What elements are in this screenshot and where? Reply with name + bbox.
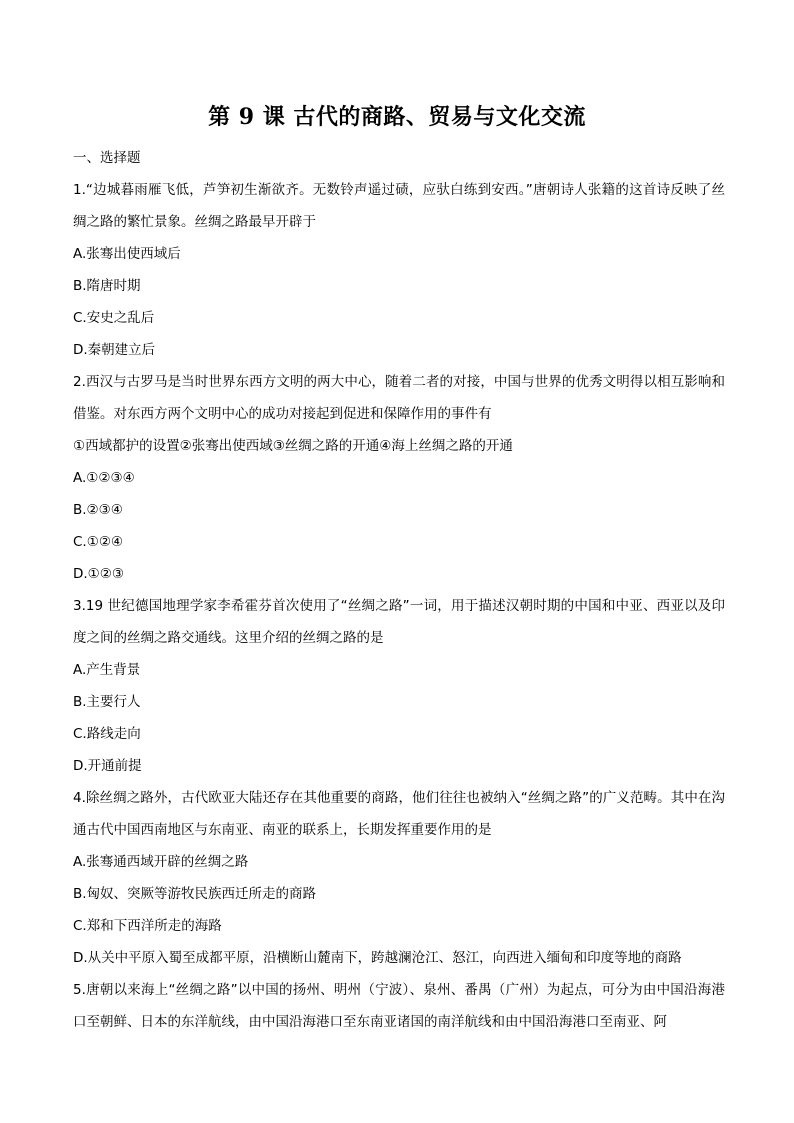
question-4-option-b: B.匈奴、突厥等游牧民族西迁所走的商路 — [73, 886, 317, 902]
question-3-stem: 3.19 世纪德国地理学家李希霍芬首次使用了“丝绸之路”一词，用于描述汉朝时期的中国和中亚、西亚以及印度之间的丝绸之路交通线。这里介绍的丝绸之路的是 — [73, 598, 725, 646]
section-heading: 一、选择题 — [73, 150, 141, 166]
question-3-option-d: D.开通前提 — [73, 758, 142, 774]
question-2-option-d: D.①②③ — [73, 566, 124, 582]
question-3-option-b: B.主要行人 — [73, 694, 141, 710]
question-4-option-a: A.张骞通西域开辟的丝绸之路 — [73, 854, 249, 870]
question-2-sub-items: ①西域都护的设置②张骞出使西域③丝绸之路的开通④海上丝绸之路的开通 — [73, 438, 513, 454]
question-2-option-b: B.②③④ — [73, 502, 123, 518]
question-3-option-a: A.产生背景 — [73, 662, 141, 678]
question-4-stem: 4.除丝绸之路外，古代欧亚大陆还存在其他重要的商路，他们往往也被纳入“丝绸之路”的广义范畴。其中在沟通古代中国西南地区与东南亚、南亚的联系上，长期发挥重要作用的是 — [73, 790, 725, 838]
question-1-option-a: A.张骞出使西域后 — [73, 246, 181, 262]
question-2-stem: 2.西汉与古罗马是当时世界东西方文明的两大中心，随着二者的对接，中国与世界的优秀文明得以相互影响和借鉴。对东西方两个文明中心的成功对接起到促进和保障作用的事件有 — [73, 374, 725, 422]
question-1-option-b: B.隋唐时期 — [73, 278, 141, 294]
question-4-option-c: C.郑和下西洋所走的海路 — [73, 918, 222, 934]
question-2-option-a: A.①②③④ — [73, 470, 135, 486]
question-2-option-c: C.①②④ — [73, 534, 124, 550]
question-4-option-d: D.从关中平原入蜀至成都平原，沿横断山麓南下，跨越澜沧江、怒江，向西进入缅甸和印度等地的商路 — [73, 950, 682, 966]
question-list — [73, 142, 725, 1038]
page-title: 第 9 课 古代的商路、贸易与文化交流 — [208, 104, 586, 130]
question-5-stem: 5.唐朝以来海上“丝绸之路”以中国的扬州、明州（宁波）、泉州、番禺（广州）为起点，可分为由中国沿海港口至朝鲜、日本的东洋航线，由中国沿海港口至东南亚诸国的南洋航线和由中国沿海港口至南亚、阿 — [73, 982, 725, 1030]
question-1-stem: 1.“边城暮雨雁飞低，芦笋初生渐欲齐。无数铃声遥过碛，应驮白练到安西。”唐朝诗人张籍的这首诗反映了丝绸之路的繁忙景象。丝绸之路最早开辟于 — [73, 182, 725, 230]
question-3-option-c: C.路线走向 — [73, 726, 141, 742]
question-1-option-c: C.安史之乱后 — [73, 310, 155, 326]
question-1-option-d: D.秦朝建立后 — [73, 342, 156, 358]
